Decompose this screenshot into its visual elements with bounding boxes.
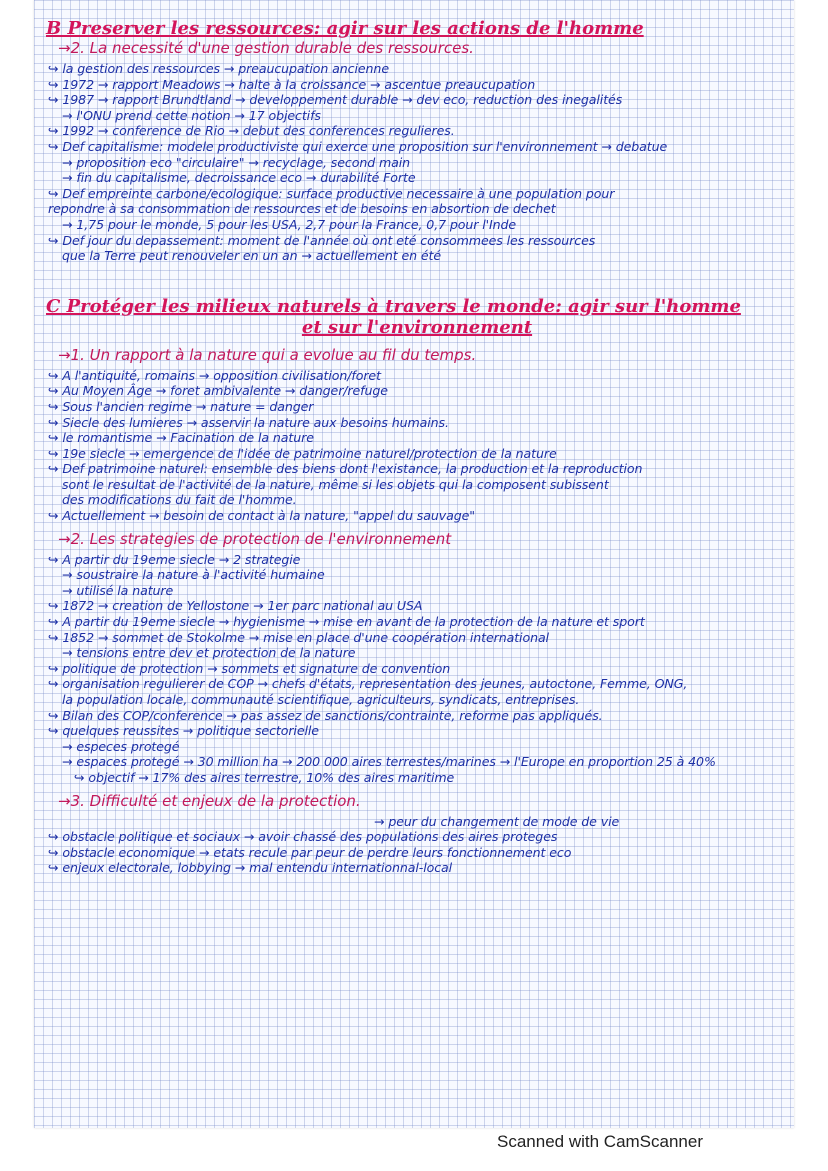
note-line: → peur du changement de mode de vie — [374, 813, 620, 829]
note-line: ↪ obstacle politique et sociaux → avoir chassé des populations des aires proteges — [48, 829, 558, 845]
note-line: ↪ Au Moyen Âge → foret ambivalente → danger/refuge — [48, 383, 388, 399]
note-line: ↪ Actuellement → besoin de contact à la nature, "appel du sauvage" — [48, 508, 475, 524]
note-line: ↪ politique de protection → sommets et signature de convention — [48, 660, 451, 676]
note-line: ↪ Sous l'ancien regime → nature = danger — [48, 398, 314, 414]
note-line: ↪ 1972 → rapport Meadows → halte à la croissance → ascentue preaucupation — [48, 76, 536, 92]
note-line: → espaces protegé → 30 million ha → 200 000 aires terrestes/marines → l'Europe en proportion 25 à 40% — [62, 754, 716, 770]
definition-patrimoine-naturel: ↪ Def patrimoine naturel: ensemble des biens dont l'existance, la production et la reproduction — [48, 461, 643, 477]
note-line: des modifications du fait de l'homme. — [62, 492, 297, 508]
section-b-subtitle-1: →2. La necessité d'une gestion durable des ressources. — [58, 39, 474, 57]
note-line: → proposition eco "circulaire" → recyclage, second main — [62, 154, 411, 170]
section-c-subtitle-1: →1. Un rapport à la nature qui a evolue au fil du temps. — [58, 345, 477, 364]
note-line: ↪ obstacle economique → etats recule par peur de perdre leurs fonctionnement eco — [48, 844, 572, 860]
section-c-title-line1: C Protéger les milieux naturels à travers le monde: agir sur l'homme — [46, 295, 741, 317]
notebook-page — [34, 0, 794, 1128]
note-line: ↪ A partir du 19eme siecle → hygienisme → mise en avant de la protection de la nature et sport — [48, 614, 645, 630]
definition-empreinte: ↪ Def empreinte carbone/ecologique: surface productive necessaire à une population pour — [48, 185, 615, 201]
handwritten-notes — [44, 0, 788, 876]
section-c-title-line2: et sur l'environnement — [301, 316, 533, 338]
note-line: → l'ONU prend cette notion → 17 objectifs — [62, 107, 321, 123]
note-line: ↪ 1852 → sommet de Stokolme → mise en place d'une coopération international — [48, 629, 549, 645]
note-line: ↪ Bilan des COP/conference → pas assez de sanctions/contrainte, reforme pas appliqués. — [48, 707, 603, 723]
definition-capitalisme: ↪ Def capitalisme: modele productiviste qui exerce une proposition sur l'environnement → debatue — [48, 138, 668, 154]
scanner-watermark: Scanned with CamScanner — [497, 1132, 704, 1151]
note-line: sont le resultat de l'activité de la nature, même si les objets qui la composent subissent — [62, 476, 609, 492]
note-line: ↪ le romantisme → Facination de la nature — [48, 430, 314, 446]
note-line: ↪ objectif → 17% des aires terrestre, 10% des aires maritime — [74, 769, 455, 785]
definition-jour-depassement: ↪ Def jour du depassement: moment de l'année où ont eté consommees les ressources — [48, 232, 596, 248]
note-line: → tensions entre dev et protection de la nature — [62, 645, 356, 661]
note-line: ↪ quelques reussites → politique sectorielle — [48, 723, 319, 739]
note-line: ↪ la gestion des ressources → preaucupation ancienne — [48, 61, 389, 76]
section-b-title: B Preserver les ressources: agir sur les actions de l'homme — [46, 18, 644, 39]
note-line: ↪ 19e siecle → emergence de l'idée de patrimoine naturel/protection de la nature — [48, 445, 557, 461]
note-line: → fin du capitalisme, decroissance eco → durabilité Forte — [62, 170, 416, 186]
note-line: → especes protegé — [62, 738, 180, 754]
note-line: ↪ A partir du 19eme siecle → 2 strategie — [48, 551, 301, 567]
note-line: que la Terre peut renouveler en un an → actuellement en été — [62, 248, 442, 264]
note-line: repondre à sa consommation de ressources et de besoins en absortion de dechet — [48, 201, 556, 217]
note-line: ↪ 1987 → rapport Brundtland → developpement durable → dev eco, reduction des inegalités — [48, 92, 623, 108]
note-line: ↪ 1992 → conference de Rio → debut des conferences regulieres. — [48, 123, 455, 139]
note-line: → soustraire la nature à l'activité humaine — [62, 567, 325, 583]
note-line: → 1,75 pour le monde, 5 pour les USA, 2,7 pour la France, 0,7 pour l'Inde — [62, 216, 517, 232]
section-c-subtitle-3: →3. Difficulté et enjeux de la protection. — [58, 791, 361, 810]
note-line: ↪ organisation regulierer de COP → chefs d'états, representation des jeunes, autoctone, Femme, ONG, — [48, 676, 688, 692]
note-line: ↪ Siecle des lumieres → asservir la nature aux besoins humains. — [48, 414, 449, 430]
note-line: la population locale, communauté scientifique, agriculteurs, syndicats, entreprises. — [62, 692, 580, 707]
note-line: ↪ 1872 → creation de Yellostone → 1er parc national au USA — [48, 598, 423, 614]
note-line: → utilisé la nature — [62, 582, 174, 598]
note-line: ↪ A l'antiquité, romains → opposition civilisation/foret — [48, 367, 381, 383]
note-line: ↪ enjeux electorale, lobbying → mal entendu internationnal-local — [48, 860, 453, 876]
section-c-subtitle-2: →2. Les strategies de protection de l'environnement — [58, 529, 452, 548]
